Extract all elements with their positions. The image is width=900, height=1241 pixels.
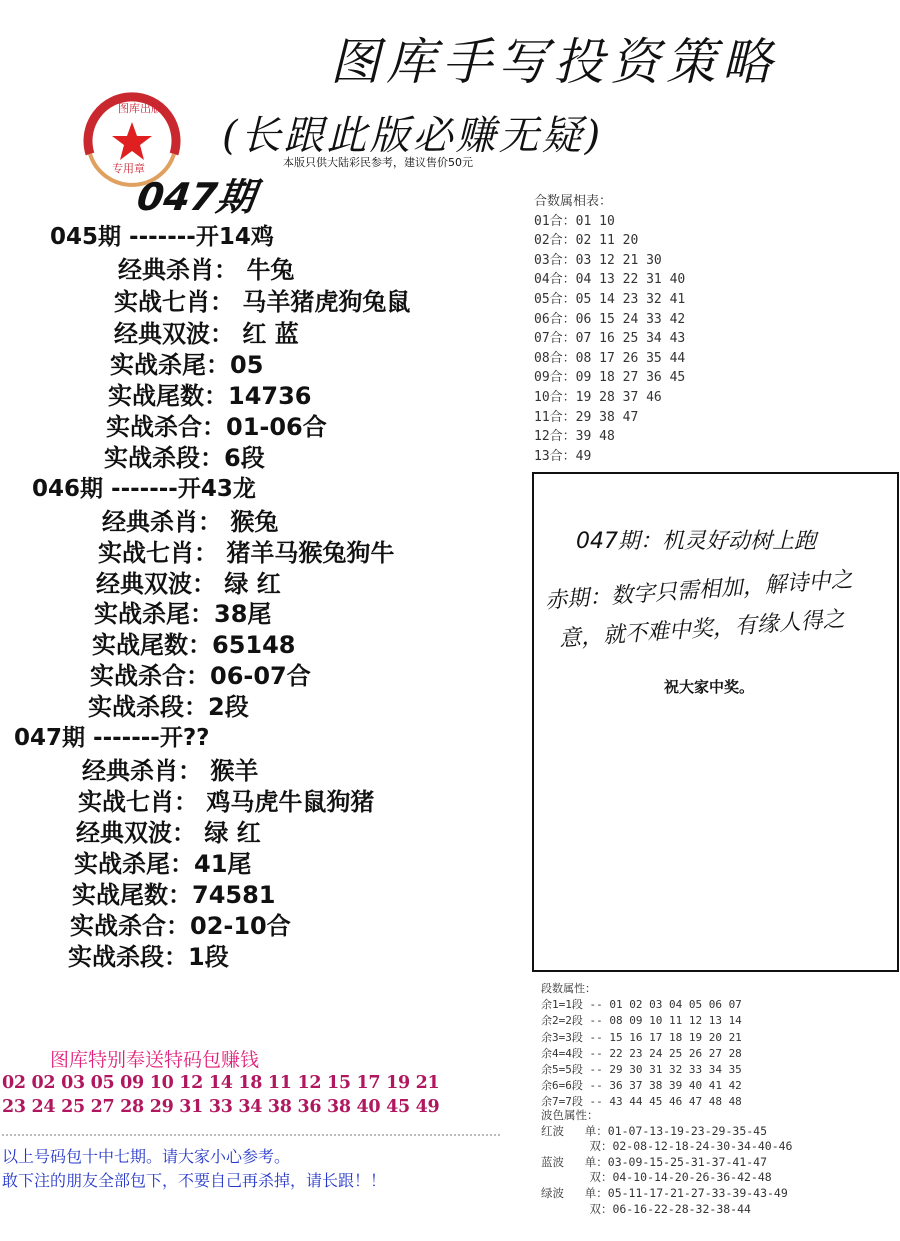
wave-title: 波色属性：: [541, 1108, 599, 1122]
section-046-line: 实战杀尾：38尾: [94, 600, 272, 628]
section-047-line: 实战杀尾：41尾: [74, 850, 252, 878]
section-045-line: 实战杀尾：05: [110, 351, 264, 379]
section-045-line: 经典杀肖： 牛兔: [118, 256, 295, 284]
divider: [2, 1134, 500, 1136]
wave-row: 绿波 单：05-11-17-21-27-33-39-43-49: [541, 1185, 788, 1200]
stamp-top-text: 图库出版: [118, 102, 162, 115]
section-047-line: 实战七肖： 鸡马虎牛鼠狗猪: [78, 788, 375, 816]
he-table-row: 10合：19 28 37 46: [534, 389, 662, 405]
section-047-line: 实战杀合：02-10合: [70, 912, 291, 940]
segment-title: 段数属性：: [541, 982, 596, 995]
section-047-line: 实战尾数：74581: [72, 881, 276, 909]
section-046-line: 实战七肖： 猪羊马猴兔狗牛: [98, 539, 395, 567]
page-title: 图库手写投资策略: [330, 33, 778, 91]
section-045-line: 实战尾数：14736: [108, 382, 312, 410]
he-table-row: 11合：29 38 47: [534, 409, 639, 425]
riddle-line: 赤期：数字只需相加，解诗中之: [544, 567, 854, 614]
segment-row: 余7=7段 -- 43 44 45 46 47 48 48: [541, 1095, 742, 1109]
he-table-row: 13合：49: [534, 448, 592, 464]
section-046-header: 046期 -------开43龙: [32, 476, 256, 502]
section-045-line: 经典双波： 红 蓝: [114, 320, 299, 348]
wave-row: 蓝波 单：03-09-15-25-31-37-41-47: [541, 1154, 768, 1169]
he-table-row: 09合：09 18 27 36 45: [534, 370, 686, 386]
section-046-line: 实战杀段：2段: [88, 693, 249, 721]
he-table-row: 02合：02 11 20: [534, 233, 639, 249]
he-table-row: 08合：08 17 26 35 44: [534, 350, 686, 366]
section-045-line: 实战七肖： 马羊猪虎狗兔鼠: [114, 288, 411, 316]
riddle-line: 意，就不难中奖，有缘人得之: [558, 607, 846, 652]
wish-text: 祝大家中奖。: [664, 678, 755, 696]
page-subtitle: (长跟此版必赚无疑): [222, 113, 604, 159]
price-note: 本版只供大陆彩民参考，建议售价50元: [283, 156, 473, 169]
section-046-line: 实战尾数：65148: [92, 631, 296, 659]
section-045-line: 实战杀合：01-06合: [106, 413, 327, 441]
promo-numbers: 23 24 25 27 28 29 31 33 34 38 36 38 40 45 49: [2, 1097, 440, 1117]
star-icon: [112, 122, 152, 160]
section-046-line: 经典双波： 绿 红: [96, 570, 281, 598]
section-047-line: 经典杀肖： 猴羊: [82, 757, 259, 785]
segment-row: 余6=6段 -- 36 37 38 39 40 41 42: [541, 1079, 742, 1093]
section-047-line: 实战杀段：1段: [68, 943, 229, 971]
he-table-title: 合数属相表：: [534, 194, 613, 209]
segment-row: 余3=3段 -- 15 16 17 18 19 20 21: [541, 1030, 742, 1044]
he-table: [534, 192, 685, 466]
segment-row: 余1=1段 -- 01 02 03 04 05 06 07: [541, 998, 742, 1012]
promo-warning: 以上号码包十中七期。请大家小心参考。: [2, 1147, 291, 1166]
he-table-row: 07合：07 16 25 34 43: [534, 331, 686, 347]
section-045-header: 045期 -------开14鸡: [50, 224, 274, 250]
segment-table: [541, 981, 742, 1111]
wave-row: 双：04-10-14-20-26-36-42-48: [541, 1170, 772, 1185]
promo-numbers: 02 02 03 05 09 10 12 14 18 11 12 15 17 19 21: [2, 1073, 440, 1093]
he-table-row: 05合：05 14 23 32 41: [534, 291, 686, 307]
he-table-row: 04合：04 13 22 31 40: [534, 272, 686, 288]
he-table-row: 06合：06 15 24 33 42: [534, 311, 686, 327]
section-047-line: 经典双波： 绿 红: [76, 819, 261, 847]
wave-row: 双：02-08-12-18-24-30-34-40-46: [541, 1139, 793, 1154]
wave-row: 红波 单：01-07-13-19-23-29-35-45: [541, 1123, 768, 1138]
segment-row: 余2=2段 -- 08 09 10 11 12 13 14: [541, 1014, 742, 1028]
section-046-line: 实战杀合：06-07合: [90, 662, 311, 690]
he-table-row: 03合：03 12 21 30: [534, 252, 662, 268]
wave-table: [541, 1108, 792, 1217]
he-table-row: 01合：01 10: [534, 213, 615, 229]
section-047-header: 047期 -------开??: [14, 725, 210, 751]
stamp-bottom-text: 专用章: [112, 162, 145, 175]
he-table-row: 12合：39 48: [534, 429, 615, 445]
issue-number: 047期: [134, 175, 258, 219]
segment-row: 余4=4段 -- 22 23 24 25 26 27 28: [541, 1046, 742, 1060]
promo-title: 图库特别奉送特码包赚钱: [50, 1049, 260, 1071]
wave-row: 双：06-16-22-28-32-38-44: [541, 1201, 751, 1216]
riddle-line: 047期：机灵好动树上跑: [576, 529, 816, 554]
promo-warning: 敢下注的朋友全部包下，不要自己再杀掉，请长跟！！: [2, 1171, 387, 1190]
segment-row: 余5=5段 -- 29 30 31 32 33 34 35: [541, 1063, 742, 1077]
section-046-line: 经典杀肖： 猴兔: [102, 508, 279, 536]
section-045-line: 实战杀段：6段: [104, 444, 265, 472]
